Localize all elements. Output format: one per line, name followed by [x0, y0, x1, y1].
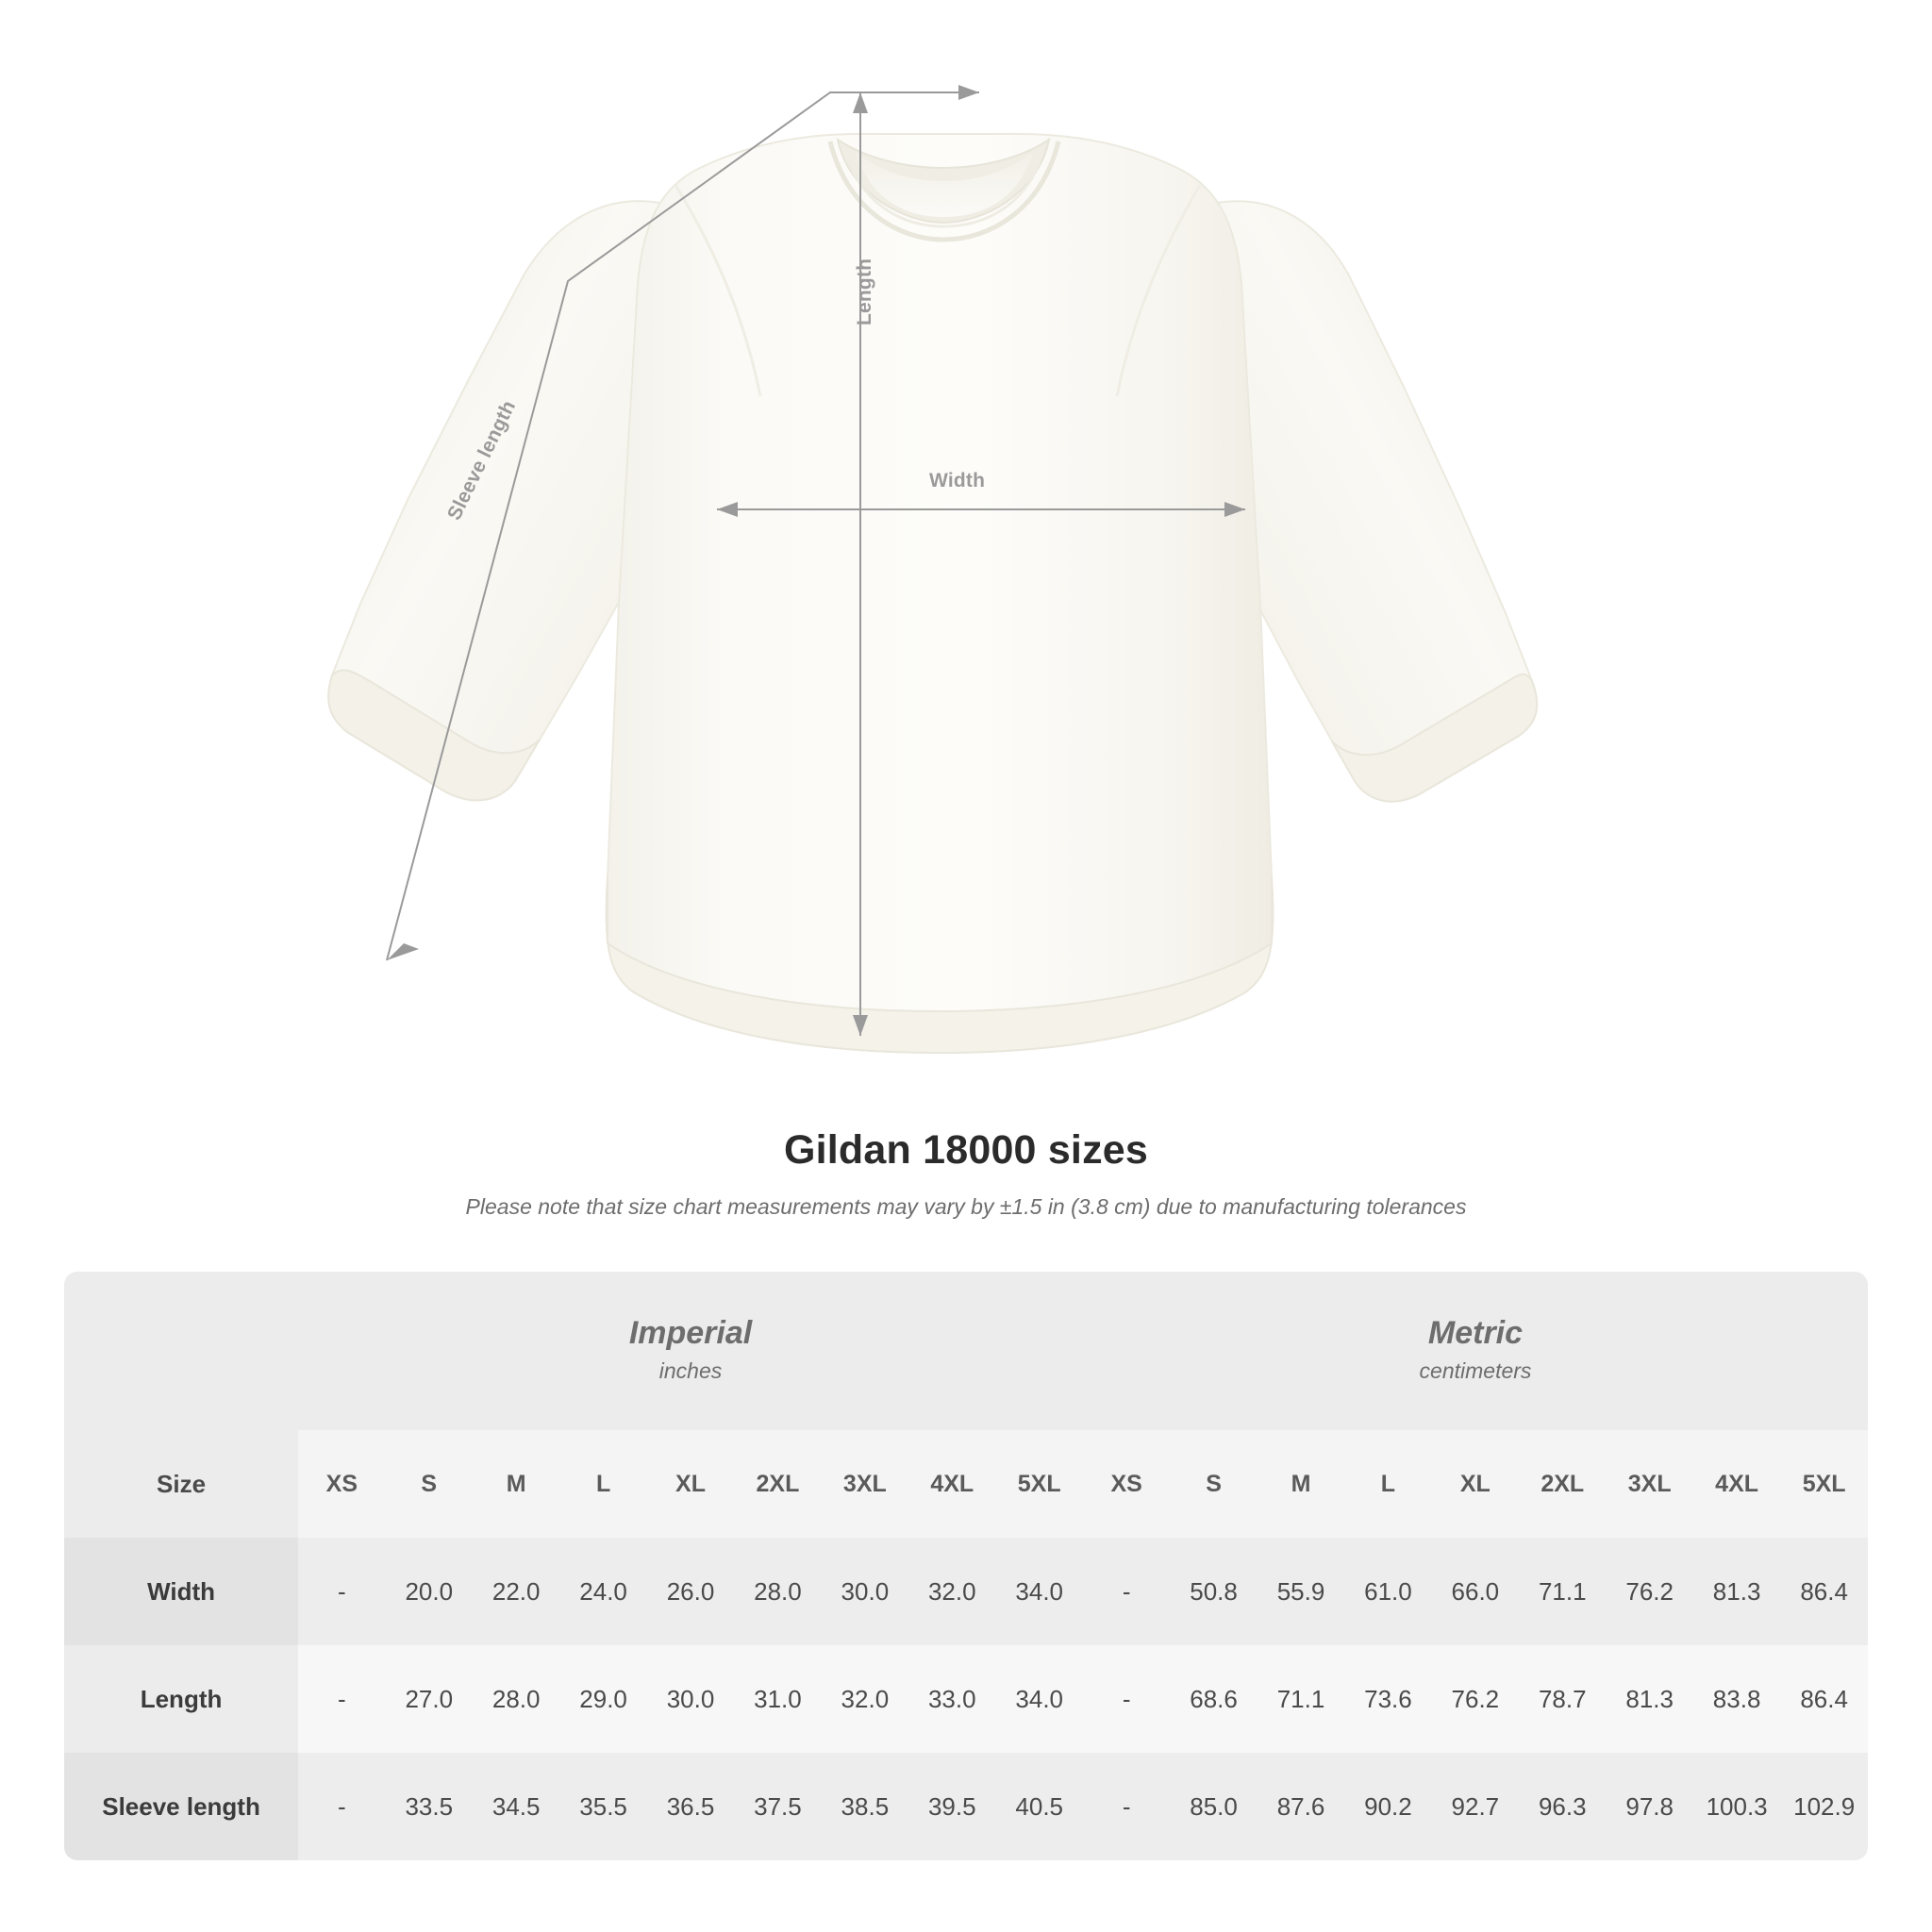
table-cell: -	[298, 1538, 385, 1645]
table-cell: -	[1083, 1538, 1170, 1645]
row-label: Width	[64, 1538, 298, 1645]
table-cell: 40.5	[995, 1753, 1082, 1860]
title-block	[0, 1127, 1932, 1220]
column-header-cell: XL	[647, 1430, 734, 1538]
table-cell: 85.0	[1170, 1753, 1257, 1860]
column-header-cell: 5XL	[995, 1430, 1082, 1538]
table-cell: 20.0	[386, 1538, 473, 1645]
table-cell: 68.6	[1170, 1645, 1257, 1753]
column-header-cell: 4XL	[908, 1430, 995, 1538]
table-cell: 32.0	[908, 1538, 995, 1645]
length-dimension-label: Length	[854, 258, 875, 325]
unit-header-spacer	[64, 1272, 298, 1430]
column-header-cell: S	[386, 1430, 473, 1538]
column-header-cell: XL	[1432, 1430, 1519, 1538]
table-cell: 81.3	[1606, 1645, 1692, 1753]
table-cell: -	[1083, 1645, 1170, 1753]
column-header-cell: 4XL	[1693, 1430, 1780, 1538]
unit-header-row	[64, 1272, 1868, 1430]
row-label: Length	[64, 1645, 298, 1753]
row-label: Sleeve length	[64, 1753, 298, 1860]
table-cell: 38.5	[822, 1753, 908, 1860]
table-cell: 92.7	[1432, 1753, 1519, 1860]
table-cell: -	[298, 1645, 385, 1753]
table-cell: 102.9	[1780, 1753, 1868, 1860]
table-cell: 90.2	[1344, 1753, 1431, 1860]
column-header-cell: L	[559, 1430, 646, 1538]
table-cell: -	[1083, 1753, 1170, 1860]
sleeve-length-dimension-label: Sleeve length	[443, 396, 521, 525]
width-dimension-label: Width	[929, 470, 986, 491]
table-cell: 61.0	[1344, 1538, 1431, 1645]
table-cell: 97.8	[1606, 1753, 1692, 1860]
unit-system-label: Imperial	[628, 1315, 753, 1352]
table-cell: 30.0	[822, 1538, 908, 1645]
table-cell: 34.0	[995, 1645, 1082, 1753]
table-cell: 31.0	[734, 1645, 821, 1753]
table-cell: 71.1	[1257, 1645, 1344, 1753]
column-header-cell: 5XL	[1780, 1430, 1868, 1538]
table-cell: 29.0	[559, 1645, 646, 1753]
size-table	[64, 1272, 1868, 1860]
table-cell: 78.7	[1519, 1645, 1606, 1753]
table-cell: 33.0	[908, 1645, 995, 1753]
column-header-cell: M	[1257, 1430, 1344, 1538]
table-cell: 55.9	[1257, 1538, 1344, 1645]
tolerance-note: Please note that size chart measurements may vary by ±1.5 in (3.8 cm) due to manufacturing tolerances	[465, 1194, 1467, 1219]
table-cell: 66.0	[1432, 1538, 1519, 1645]
table-cell: 35.5	[559, 1753, 646, 1860]
table-cell: 83.8	[1693, 1645, 1780, 1753]
unit-measure-label: inches	[658, 1357, 723, 1383]
size-header-cell: Size	[64, 1430, 298, 1538]
column-header-cell: 2XL	[1519, 1430, 1606, 1538]
table-cell: 34.0	[995, 1538, 1082, 1645]
column-header-cell: S	[1170, 1430, 1257, 1538]
unit-group-imperial	[298, 1272, 1083, 1430]
table-cell: 30.0	[647, 1645, 734, 1753]
unit-measure-label: centimeters	[1419, 1357, 1532, 1383]
unit-group-metric	[1083, 1272, 1868, 1430]
table-cell: 33.5	[386, 1753, 473, 1860]
table-cell: 76.2	[1432, 1645, 1519, 1753]
table-cell: 36.5	[647, 1753, 734, 1860]
table-row	[64, 1753, 1868, 1860]
table-cell: 22.0	[473, 1538, 559, 1645]
table-row	[64, 1538, 1868, 1645]
size-table-container	[64, 1272, 1868, 1860]
page-title: Gildan 18000 sizes	[783, 1127, 1149, 1173]
column-header-cell: 3XL	[1606, 1430, 1692, 1538]
table-cell: 26.0	[647, 1538, 734, 1645]
table-cell: 96.3	[1519, 1753, 1606, 1860]
table-cell: 39.5	[908, 1753, 995, 1860]
table-cell: 37.5	[734, 1753, 821, 1860]
column-header-cell: L	[1344, 1430, 1431, 1538]
column-header-row	[64, 1430, 1868, 1538]
table-cell: 34.5	[473, 1753, 559, 1860]
table-cell: 86.4	[1780, 1645, 1868, 1753]
table-cell: 28.0	[734, 1538, 821, 1645]
table-row	[64, 1645, 1868, 1753]
table-cell: 86.4	[1780, 1538, 1868, 1645]
table-cell: 76.2	[1606, 1538, 1692, 1645]
table-cell: 100.3	[1693, 1753, 1780, 1860]
table-cell: 32.0	[822, 1645, 908, 1753]
table-cell: 71.1	[1519, 1538, 1606, 1645]
table-cell: 24.0	[559, 1538, 646, 1645]
column-header-cell: XS	[1083, 1430, 1170, 1538]
unit-system-label: Metric	[1427, 1315, 1524, 1352]
table-cell: 27.0	[386, 1645, 473, 1753]
table-cell: -	[298, 1753, 385, 1860]
column-header-cell: XS	[298, 1430, 385, 1538]
column-header-cell: 3XL	[822, 1430, 908, 1538]
table-cell: 50.8	[1170, 1538, 1257, 1645]
column-header-cell: 2XL	[734, 1430, 821, 1538]
table-cell: 87.6	[1257, 1753, 1344, 1860]
table-cell: 81.3	[1693, 1538, 1780, 1645]
table-cell: 28.0	[473, 1645, 559, 1753]
column-header-cell: M	[473, 1430, 559, 1538]
table-cell: 73.6	[1344, 1645, 1431, 1753]
